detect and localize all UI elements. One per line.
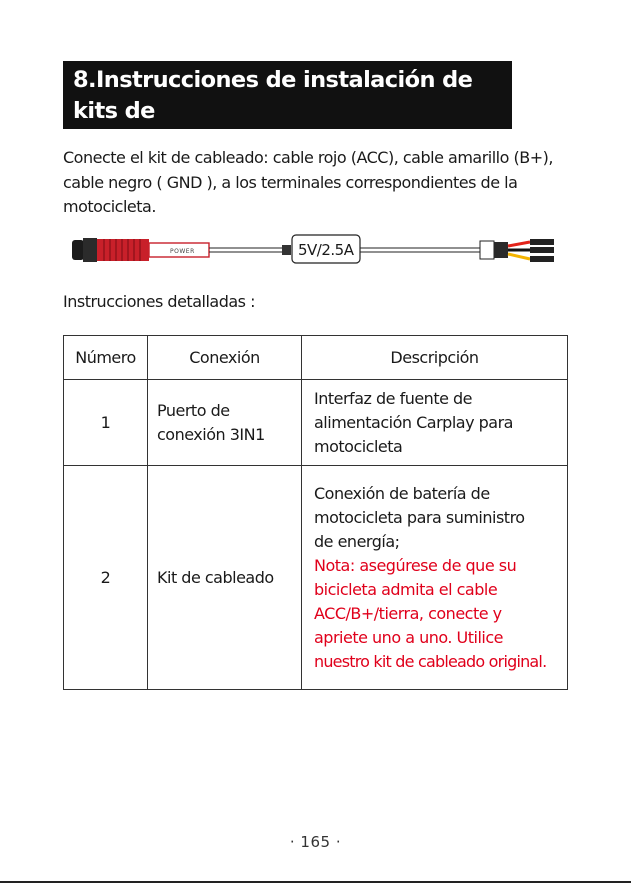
table-header-row (64, 336, 568, 380)
connection-line: Puerto de (157, 400, 230, 420)
section-title (63, 61, 512, 155)
terminal-black (530, 247, 554, 253)
wiring-kit-illustration (70, 231, 560, 271)
note-line: apriete uno a uno. Utilice (314, 627, 503, 647)
connection-line: Kit de cableado (157, 567, 274, 587)
row-connection (148, 380, 302, 466)
intro-line-1: Conecte el kit de cableado: cable rojo (ACC), cable amarillo (B+), (63, 148, 553, 167)
row-description (302, 466, 568, 690)
converter-label: 5V/2.5A (298, 241, 354, 259)
terminal-red (530, 239, 554, 245)
description-line: motocicleta para suministro (314, 507, 525, 527)
row-connection (148, 466, 302, 690)
wire-red (508, 242, 530, 246)
header-description: Descripción (302, 336, 568, 380)
plug-body (97, 239, 149, 261)
description-line: Conexión de batería de (314, 483, 490, 503)
wire-yellow (508, 254, 530, 259)
intro-paragraph (63, 146, 583, 220)
plug-label: POWER (170, 248, 195, 255)
page-number: · 165 · (289, 833, 342, 851)
intro-line-2: cable negro ( GND ), a los terminales correspondientes de la (63, 172, 518, 192)
connection-line: conexión 3IN1 (157, 424, 265, 444)
section-title-line-1: 8.Instrucciones de instalación de kits de (73, 67, 473, 124)
description-line: motocicleta (314, 436, 403, 456)
converter-stub (282, 245, 291, 255)
description-line: Interfaz de fuente de (314, 388, 473, 408)
details-heading: Instrucciones detalladas : (63, 292, 255, 311)
plug-cap (72, 240, 84, 260)
note-line: ACC/B+/tierra, conecte y (314, 603, 502, 623)
row-description (302, 380, 568, 466)
note-line: bicicleta admita el cable (314, 579, 498, 599)
note-line: Nota: asegúrese de que su (314, 555, 517, 575)
description-line: alimentación Carplay para (314, 412, 513, 432)
table-row (64, 466, 568, 690)
header-number: Número (64, 336, 148, 380)
row-number: 1 (64, 380, 148, 466)
splitter-sleeve (480, 241, 494, 259)
splitter-body (494, 242, 508, 258)
description-line: de energía; (314, 531, 400, 551)
row-number: 2 (64, 466, 148, 690)
plug-collar (83, 238, 97, 262)
header-connection: Conexión (148, 336, 302, 380)
table-row (64, 380, 568, 466)
intro-line-3: motocicleta. (63, 197, 156, 216)
instructions-table (63, 335, 568, 690)
section-title-line-2: cableado (73, 129, 183, 155)
note-line: nuestro kit de cableado original. (314, 651, 547, 671)
terminal-yellow (530, 256, 554, 262)
